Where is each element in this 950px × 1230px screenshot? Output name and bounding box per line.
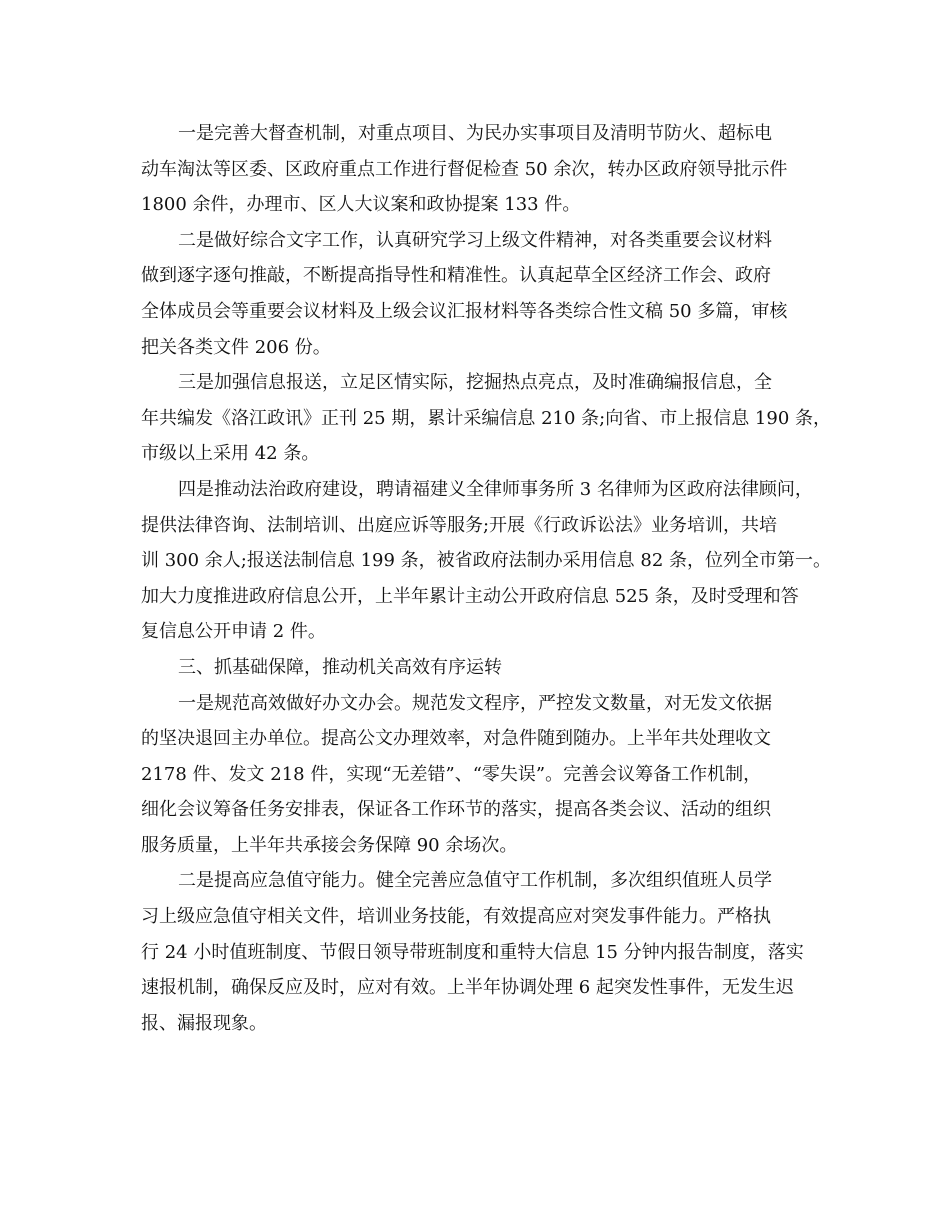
paragraph-line: 细化会议筹备任务安排表，保证各工作环节的落实，提高各类会议、活动的组织 <box>141 799 771 821</box>
paragraph-line: 四是推动法治政府建设，聘请福建义全律师事务所 3 名律师为区政府法律顾问， <box>178 478 813 500</box>
paragraph-writing <box>141 223 825 365</box>
paragraph-line: 全体成员会等重要会议材料及上级会议汇报材料等各类综合性文稿 50 多篇，审核 <box>141 300 788 322</box>
paragraph-line: 训 300 余人;报送法制信息 199 条，被省政府法制办采用信息 82 条，位列全市第一。 <box>141 550 832 572</box>
paragraph-line: 2178 件、发文 218 件，实现“无差错”、“零失误”。完善会议筹备工作机制， <box>141 763 762 785</box>
paragraph-line: 加大力度推进政府信息公开，上半年累计主动公开政府信息 525 条，及时受理和答 <box>141 585 799 607</box>
paragraph-emergency-duty <box>141 863 825 1041</box>
paragraph-line: 二是提高应急值守能力。健全完善应急值守工作机制，多次组织值班人员学 <box>178 870 772 892</box>
paragraph-line: 报、漏报现象。 <box>141 1012 267 1034</box>
paragraph-line: 复信息公开申请 2 件。 <box>141 621 326 643</box>
paragraph-line: 行 24 小时值班制度、节假日领导带班制度和重特大信息 15 分钟内报告制度，落实 <box>141 941 804 963</box>
paragraph-line: 做到逐字逐句推敲，不断提高指导性和精准性。认真起草全区经济工作会、政府 <box>141 265 771 287</box>
paragraph-line: 二是做好综合文字工作，认真研究学习上级文件精神，对各类重要会议材料 <box>178 229 772 251</box>
paragraph-line: 把关各类文件 206 份。 <box>141 336 331 358</box>
paragraph-supervision <box>141 116 825 223</box>
paragraph-information <box>141 365 832 472</box>
paragraph-line: 市级以上采用 42 条。 <box>141 443 320 465</box>
section-heading: 三、抓基础保障，推动机关高效有序运转 <box>178 656 502 678</box>
paragraph-line: 服务质量，上半年共承接会务保障 90 余场次。 <box>141 834 518 856</box>
paragraph-line: 提供法律咨询、法制培训、出庭应诉等服务;开展《行政诉讼法》业务培训，共培 <box>141 514 778 536</box>
paragraph-line: 习上级应急值守相关文件，培训业务技能，有效提高应对突发事件能力。严格执 <box>141 906 771 928</box>
paragraph-rule-of-law <box>141 472 832 650</box>
paragraph-line: 一是规范高效做好办文办会。规范发文程序，严控发文数量，对无发文依据 <box>178 692 772 714</box>
paragraph-line: 三是加强信息报送，立足区情实际，挖掘热点亮点，及时准确编报信息，全 <box>178 372 772 394</box>
paragraph-line: 1800 余件，办理市、区人大议案和政协提案 133 件。 <box>141 194 581 216</box>
paragraph-documents-meetings <box>141 686 825 864</box>
paragraph-line: 年共编发《洛江政讯》正刊 25 期，累计采编信息 210 条;向省、市上报信息 190 条， <box>141 407 832 429</box>
document-body <box>141 116 832 1041</box>
paragraph-line: 一是完善大督查机制，对重点项目、为民办实事项目及清明节防火、超标电 <box>178 123 772 144</box>
paragraph-line: 动车淘汰等区委、区政府重点工作进行督促检查 50 余次，转办区政府领导批示件 <box>141 158 788 180</box>
paragraph-line: 的坚决退回主办单位。提高公文办理效率，对急件随到随办。上半年共处理收文 <box>141 728 771 750</box>
section-heading-basic-support <box>141 650 825 686</box>
paragraph-line: 速报机制，确保反应及时，应对有效。上半年协调处理 6 起突发性事件，无发生迟 <box>141 977 794 999</box>
